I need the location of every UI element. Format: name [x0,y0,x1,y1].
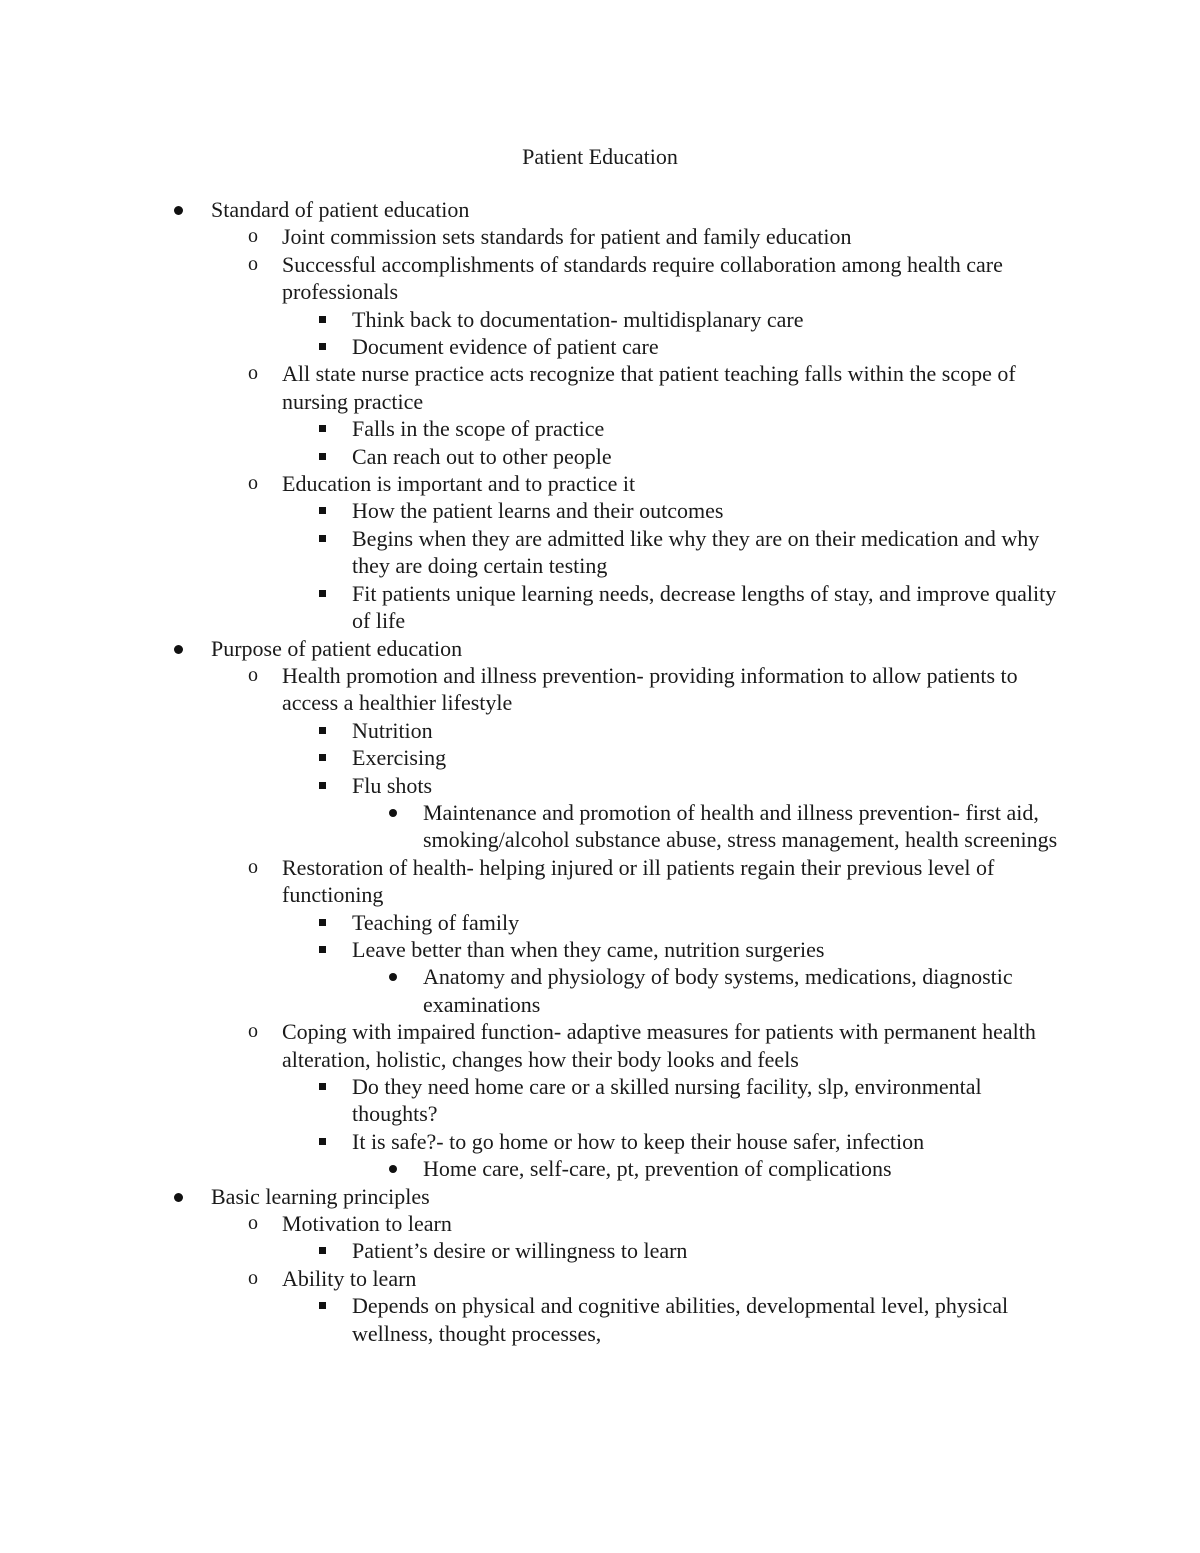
square-bullet-icon [319,343,326,350]
hollow-o-bullet-icon: o [248,1266,258,1289]
list-item: Maintenance and promotion of health and illness prevention- first aid, smoking/alcohol substance abuse, stress management, health screenings [0,799,1200,854]
square-bullet-icon [319,727,326,734]
list-item: Standard of patient education [0,196,1200,223]
list-item: o Motivation to learn [248,1211,452,1237]
list-item: Do they need home care or a skilled nursing facility, slp, environmental thoughts? [0,1073,1200,1128]
list-item: o Successful accomplishments of standards require collaboration among health care professionals [248,251,1003,305]
list-item: o Coping with impaired function- adaptive measures for patients with permanent health alteration, holistic, changes how their body looks and feels [248,1019,1036,1072]
list-item: Leave better than when they came, nutrition surgeries [0,936,1200,963]
hollow-o-bullet-icon: o [248,1020,258,1043]
square-bullet-icon [319,1083,326,1090]
list-item: o Restoration of health- helping injured or ill patients regain their previous level of functioning [248,854,995,908]
list-item: o Health promotion and illness prevention- providing information to allow patients to access a healthier lifestyle [248,662,1018,716]
hollow-o-bullet-icon: o [248,225,258,248]
filled-circle-bullet-icon [389,809,397,817]
hollow-o-bullet-icon: o [248,472,258,495]
square-bullet-icon [319,1247,326,1254]
list-item: Fit patients unique learning needs, decrease lengths of stay, and improve quality of life [0,580,1200,635]
list-item: o Education is important and to practice it [248,471,636,497]
list-item: Depends on physical and cognitive abilities, developmental level, physical wellness, thought processes, [0,1292,1200,1347]
square-bullet-icon [319,453,326,460]
list-item: Document evidence of patient care [0,333,1200,360]
square-bullet-icon [319,590,326,597]
list-item: Falls in the scope of practice [0,415,1200,442]
square-bullet-icon [319,535,326,542]
square-bullet-icon [319,754,326,761]
hollow-o-bullet-icon: o [248,252,258,275]
list-item: Exercising [0,744,1200,771]
hollow-o-bullet-icon: o [248,1212,258,1235]
filled-circle-bullet-icon [389,973,397,981]
list-item: Patient’s desire or willingness to learn [0,1237,1200,1264]
square-bullet-icon [319,1138,326,1145]
document-title: Patient Education [522,144,678,169]
square-bullet-icon [319,316,326,323]
list-item: It is safe?- to go home or how to keep their house safer, infection [0,1128,1200,1155]
list-item: How the patient learns and their outcomes [0,497,1200,524]
list-item: Anatomy and physiology of body systems, medications, diagnostic examinations [0,963,1200,1018]
filled-circle-bullet-icon [174,1193,183,1202]
hollow-o-bullet-icon: o [248,855,258,878]
list-item: Nutrition [0,717,1200,744]
square-bullet-icon [319,1302,326,1309]
hollow-o-bullet-icon: o [248,663,258,686]
filled-circle-bullet-icon [174,645,183,654]
square-bullet-icon [319,507,326,514]
list-item: Can reach out to other people [0,443,1200,470]
square-bullet-icon [319,946,326,953]
square-bullet-icon [319,425,326,432]
list-item: Teaching of family [0,909,1200,936]
hollow-o-bullet-icon: o [248,362,258,385]
list-item: Begins when they are admitted like why they are on their medication and why they are doing certain testing [0,525,1200,580]
list-item: o Joint commission sets standards for patient and family education [248,224,852,250]
list-item: Flu shots [0,772,1200,799]
filled-circle-bullet-icon [389,1165,397,1173]
list-item: Think back to documentation- multidisplanary care [0,306,1200,333]
list-item: Basic learning principles [0,1183,1200,1210]
filled-circle-bullet-icon [174,206,183,215]
list-item: Purpose of patient education [0,635,1200,662]
bulleted-outline [0,196,1200,1347]
list-item: Home care, self-care, pt, prevention of complications [0,1155,1200,1182]
square-bullet-icon [319,782,326,789]
list-item: o All state nurse practice acts recognize that patient teaching falls within the scope of nursing practice [248,361,1016,414]
square-bullet-icon [319,919,326,926]
list-item: o Ability to learn [248,1265,417,1291]
